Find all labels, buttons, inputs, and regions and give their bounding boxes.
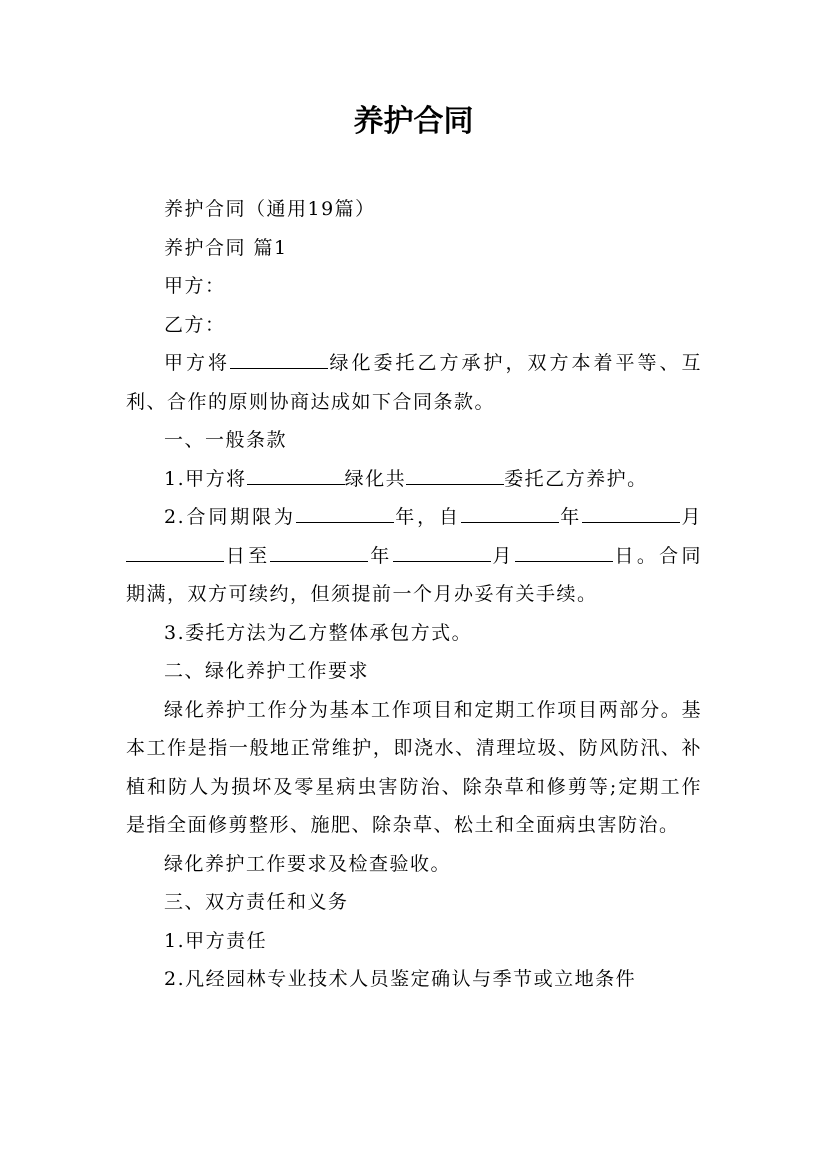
paragraph: 养护合同 篇1: [164, 236, 288, 259]
document-body: [126, 190, 702, 999]
paragraph: 3.委托方法为乙方整体承包方式。: [164, 621, 473, 644]
fill-in-blank: [393, 541, 491, 562]
fill-in-blank: [247, 464, 345, 485]
fill-in-blank: [230, 348, 328, 369]
paragraph: 1.甲方责任: [164, 929, 268, 952]
fill-in-blank: [296, 502, 394, 523]
paragraph: 甲方将 绿化委托乙方承护，双方本着平等、互利、合作的原则协商达成如下合同条款。: [126, 344, 702, 421]
fill-in-blank: [270, 541, 368, 562]
fill-in-blank: [582, 502, 680, 523]
paragraph: 甲方：: [164, 275, 226, 297]
paragraph: 一、一般条款: [164, 429, 288, 451]
paragraph: 2.合同期限为 年，自 年 月日至 年 月 日。合同期满，双方可续约，但须提前一个月办妥有关手续。: [126, 498, 702, 614]
paragraph: 二、绿化养护工作要求: [164, 660, 370, 682]
fill-in-blank: [515, 541, 613, 562]
document-title: 养护合同: [353, 104, 474, 139]
paragraph: 绿化养护工作分为基本工作项目和定期工作项目两部分。基本工作是指一般地正常维护，即浇水、清理垃圾、防风防汛、补植和防人为损坏及零星病虫害防治、除杂草和修剪等;定期工作是指全面修剪整形、施肥、除杂草、松土和全面病虫害防治。: [126, 698, 702, 836]
paragraph: 绿化养护工作要求及检查验收。: [164, 852, 452, 875]
fill-in-blank: [126, 541, 224, 562]
fill-in-blank: [461, 502, 559, 523]
paragraph: 养护合同（通用19篇）: [164, 198, 376, 220]
fill-in-blank: [406, 464, 504, 485]
paragraph: 1.甲方将 绿化共 委托乙方养护。: [126, 460, 702, 499]
paragraph: 2.凡经园林专业技术人员鉴定确认与季节或立地条件: [164, 968, 637, 990]
paragraph: 乙方：: [164, 313, 226, 336]
paragraph: 三、双方责任和义务: [164, 891, 349, 913]
